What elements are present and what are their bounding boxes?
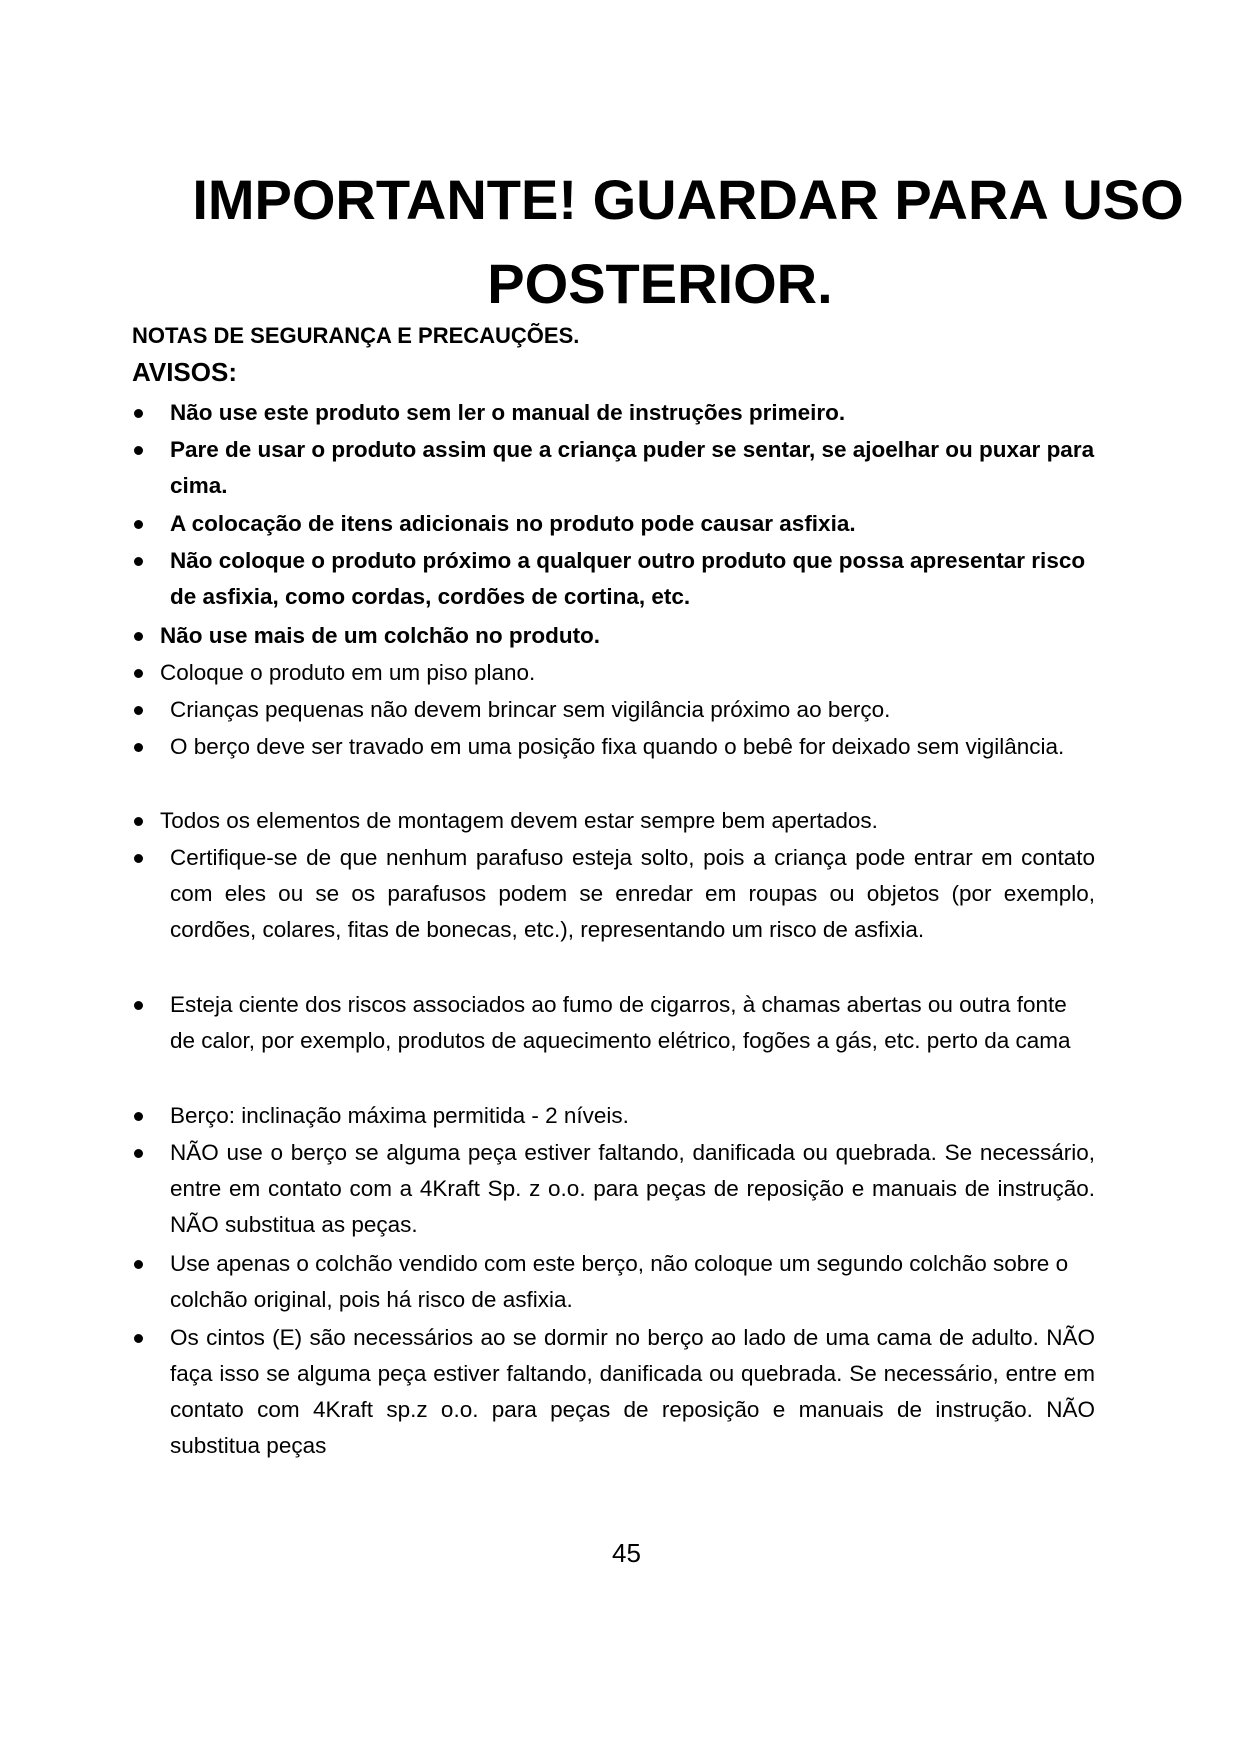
safety-notes-heading: NOTAS DE SEGURANÇA E PRECAUÇÕES. bbox=[132, 323, 580, 348]
bullet-icon bbox=[134, 632, 143, 641]
list-item bbox=[170, 1135, 1095, 1243]
list-item-text: Coloque o produto em um piso plano. bbox=[160, 660, 536, 685]
list-item bbox=[170, 432, 1095, 504]
list-item-text: A colocação de itens adicionais no produto pode causar asfixia. bbox=[170, 511, 856, 536]
bullet-icon bbox=[134, 854, 143, 863]
bullet-icon bbox=[134, 669, 143, 678]
bullet-icon bbox=[134, 1260, 143, 1269]
list-item bbox=[170, 1320, 1095, 1464]
list-item-text: Berço: inclinação máxima permitida - 2 níveis. bbox=[170, 1103, 629, 1128]
list-item-text: O berço deve ser travado em uma posição fixa quando o bebê for deixado sem vigilância. bbox=[170, 734, 1065, 759]
list-item-text: Não use este produto sem ler o manual de instruções primeiro. bbox=[170, 400, 846, 425]
list-item-text: Use apenas o colchão vendido com este berço, não coloque um segundo colchão sobre o colchão original, pois há risco de asfixia. bbox=[170, 1251, 1069, 1312]
list-item-text: Pare de usar o produto assim que a criança puder se sentar, se ajoelhar ou puxar para cima. bbox=[170, 437, 1095, 498]
bullet-icon bbox=[134, 1001, 143, 1010]
bullet-icon bbox=[134, 817, 143, 826]
page-title bbox=[130, 158, 1190, 326]
list-item bbox=[170, 543, 1095, 615]
list-item bbox=[170, 729, 1095, 765]
list-item bbox=[170, 840, 1095, 948]
list-item bbox=[170, 506, 1095, 542]
bullet-icon bbox=[134, 1112, 143, 1121]
list-item bbox=[170, 1246, 1095, 1318]
list-item-text: NÃO use o berço se alguma peça estiver faltando, danificada ou quebrada. Se necessário, entre em contato com a 4Kraft Sp. z o.o. para peças de reposição e manuais de instrução. NÃO substitua as peças. bbox=[170, 1140, 1095, 1237]
list-item-text: Certifique-se de que nenhum parafuso esteja solto, pois a criança pode entrar em contato com eles ou se os parafusos podem se enredar em roupas ou objetos (por exemplo, cordões, colares, fitas de bonecas, etc.), representando um risco de asfixia. bbox=[170, 845, 1095, 942]
bullet-icon bbox=[134, 706, 143, 715]
list-item bbox=[160, 803, 1085, 839]
page-title-line-1: IMPORTANTE! GUARDAR PARA USO bbox=[192, 168, 1184, 231]
list-item-text: Não coloque o produto próximo a qualquer outro produto que possa apresentar risco de asfixia, como cordas, cordões de cortina, etc. bbox=[170, 548, 1086, 609]
page-title-line-2: POSTERIOR. bbox=[487, 252, 833, 315]
list-item bbox=[170, 395, 1095, 431]
bullet-icon bbox=[134, 1149, 143, 1158]
bullet-icon bbox=[134, 446, 143, 455]
bullet-icon bbox=[134, 743, 143, 752]
page-number: 45 bbox=[612, 1538, 641, 1568]
bullet-icon bbox=[134, 557, 143, 566]
list-item-text: Crianças pequenas não devem brincar sem vigilância próximo ao berço. bbox=[170, 697, 891, 722]
list-item bbox=[160, 618, 1085, 654]
list-item-text: Não use mais de um colchão no produto. bbox=[160, 623, 601, 648]
warnings-heading: AVISOS: bbox=[132, 357, 237, 387]
list-item-text: Todos os elementos de montagem devem estar sempre bem apertados. bbox=[160, 808, 878, 833]
list-item-text: Esteja ciente dos riscos associados ao fumo de cigarros, à chamas abertas ou outra fonte de calor, por exemplo, produtos de aquecimento elétrico, fogões a gás, etc. perto da cama bbox=[170, 992, 1071, 1053]
bullet-icon bbox=[134, 1334, 143, 1343]
list-item-text: Os cintos (E) são necessários ao se dormir no berço ao lado de uma cama de adulto. NÃO faça isso se alguma peça estiver faltando, danificada ou quebrada. Se necessário, entre em contato com 4Kraft sp.z o.o. para peças de reposição e manuais de instrução. NÃO substitua peças bbox=[170, 1325, 1095, 1458]
list-item bbox=[170, 1098, 1095, 1134]
bullet-icon bbox=[134, 409, 143, 418]
bullet-icon bbox=[134, 520, 143, 529]
list-item bbox=[160, 655, 1085, 691]
list-item bbox=[170, 987, 1095, 1059]
list-item bbox=[170, 692, 1095, 728]
